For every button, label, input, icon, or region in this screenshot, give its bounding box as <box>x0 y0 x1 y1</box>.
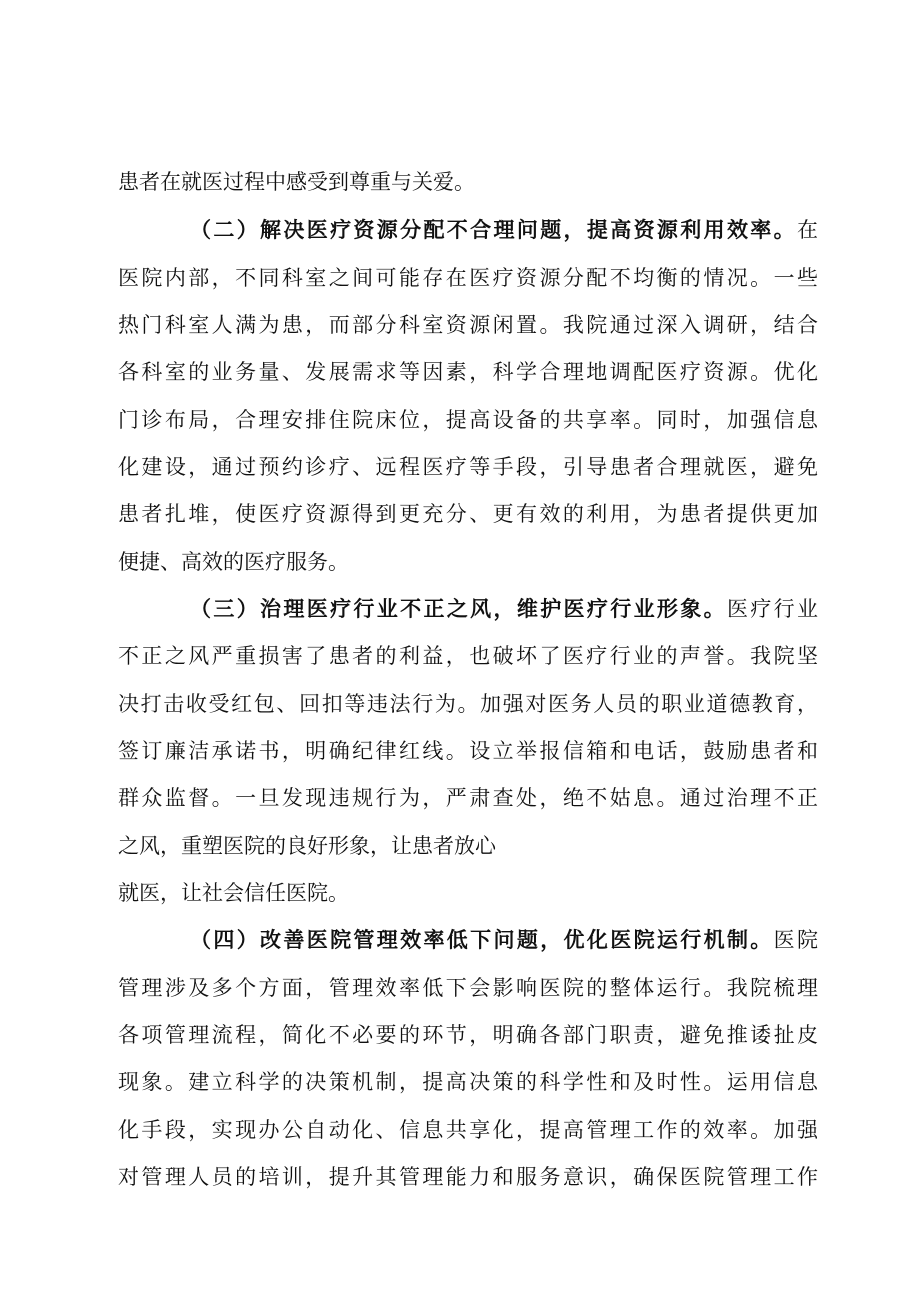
text-line: 各科室的业务量、发展需求等因素，科学合理地调配医疗资源。优化 <box>118 360 818 384</box>
text-line: 门诊布局，合理安排住院床位，提高设备的共享率。同时，加强信息 <box>118 408 818 432</box>
text-line: 便捷、高效的医疗服务。 <box>118 550 349 574</box>
section-heading-4: （四）改善医院管理效率低下问题，优化医院运行机制。 <box>190 927 774 952</box>
text-line: 决打击收受红包、回扣等违法行为。加强对医务人员的职业道德教育， <box>118 692 818 716</box>
text-line: 患者在就医过程中感受到尊重与关爱。 <box>118 170 475 194</box>
text-line: 群众监督。一旦发现违规行为，严肃查处，绝不姑息。通过治理不正 <box>118 786 818 810</box>
section-heading-3: （三）治理医疗行业不正之风，维护医疗行业形象。 <box>190 596 727 621</box>
section-heading-2: （二）解决医疗资源分配不合理问题，提高资源利用效率。 <box>190 217 797 242</box>
section-heading-line: （二）解决医疗资源分配不合理问题，提高资源利用效率。在 <box>190 217 818 242</box>
section-heading-line: （四）改善医院管理效率低下问题，优化医院运行机制。医院 <box>190 927 819 952</box>
text-line: 管理涉及多个方面，管理效率低下会影响医院的整体运行。我院梳理 <box>118 976 818 1000</box>
text-line: 医院内部，不同科室之间可能存在医疗资源分配不均衡的情况。一些 <box>118 266 818 290</box>
text-line: 签订廉洁承诺书，明确纪律红线。设立举报信箱和电话，鼓励患者和 <box>118 739 818 763</box>
section-heading-line: （三）治理医疗行业不正之风，维护医疗行业形象。医疗行业 <box>190 596 819 621</box>
text-line: 对管理人员的培训，提升其管理能力和服务意识，确保医院管理工作 <box>118 1165 818 1189</box>
text-line: 现象。建立科学的决策机制，提高决策的科学性和及时性。运用信息 <box>118 1070 818 1094</box>
text-line: 化手段，实现办公自动化、信息共享化，提高管理工作的效率。加强 <box>118 1118 818 1142</box>
text-line: 之风，重塑医院的良好形象，让患者放心 <box>118 834 496 858</box>
text-line: 化建设，通过预约诊疗、远程医疗等手段，引导患者合理就医，避免 <box>118 455 818 479</box>
text-line: 不正之风严重损害了患者的利益，也破坏了医疗行业的声誉。我院坚 <box>118 644 818 668</box>
text-line: 热门科室人满为患，而部分科室资源闲置。我院通过深入调研，结合 <box>118 313 818 337</box>
text-line: 各项管理流程，简化不必要的环节，明确各部门职责，避免推诿扯皮 <box>118 1023 818 1047</box>
text-line: 患者扎堆，使医疗资源得到更充分、更有效的利用，为患者提供更加 <box>118 502 818 526</box>
text-line: 就医，让社会信任医院。 <box>118 881 349 905</box>
